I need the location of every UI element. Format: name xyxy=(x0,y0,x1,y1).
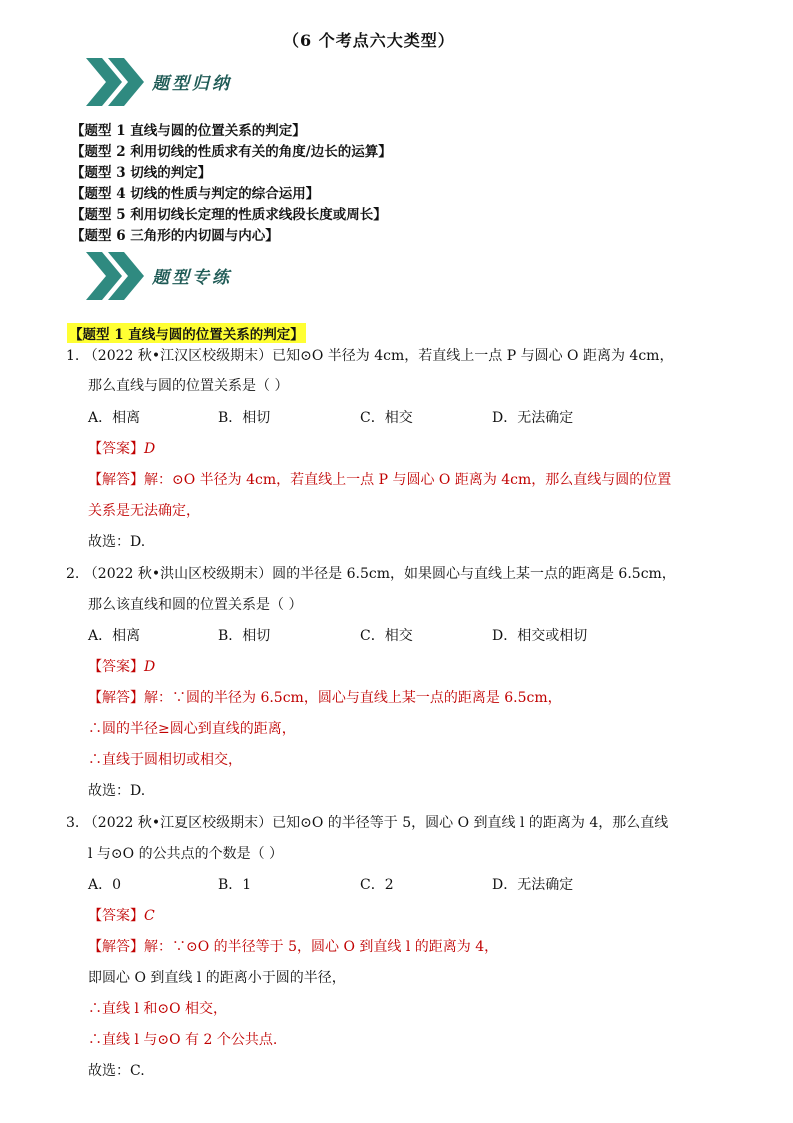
section-banner-summary xyxy=(84,56,284,108)
question-3-stem-cont: l 与⊙O 的公共点的个数是（ ） xyxy=(88,846,284,862)
solution-text: 即圆心 O 到直线 l 的距离小于圆的半径， xyxy=(88,970,346,986)
option-a: A．相离 xyxy=(88,628,141,644)
double-chevron-icon xyxy=(84,250,144,302)
question-2-stem: 2. （2022 秋•洪山区校级期末）圆的半径是 6.5cm，如果圆心与直线上某一点的距离是 6.5cm， xyxy=(66,566,676,582)
option-c: C．相交 xyxy=(360,628,413,644)
option-a: A．相离 xyxy=(88,410,141,426)
solution-label: 【解答】 xyxy=(88,939,144,955)
answer-line xyxy=(88,438,155,458)
section-banner-practice xyxy=(84,250,284,302)
answer-value: D xyxy=(144,659,156,675)
solution-text: ∴直线于圆相切或相交， xyxy=(88,752,242,768)
topic-item: 【题型 5 利用切线长定理的性质求线段长度或周长】 xyxy=(71,207,387,223)
solution-text: 解：⊙O 半径为 4cm，若直线上一点 P 与圆心 O 距离为 4cm，那么直线与圆的位置 xyxy=(144,472,672,488)
topic-item: 【题型 1 直线与圆的位置关系的判定】 xyxy=(71,123,306,139)
solution-text: 故选：D. xyxy=(88,783,146,799)
option-b: B．相切 xyxy=(218,410,271,426)
answer-label: 【答案】 xyxy=(88,659,144,675)
option-c: C．2 xyxy=(360,877,394,893)
solution-text: ∴直线 l 和⊙O 相交， xyxy=(88,1001,228,1017)
solution-text: 解：∵圆的半径为 6.5cm，圆心与直线上某一点的距离是 6.5cm， xyxy=(144,690,562,706)
section-heading: 【题型 1 直线与圆的位置关系的判定】 xyxy=(67,323,306,343)
banner-title: 题型归纳 xyxy=(152,74,232,94)
topic-item: 【题型 4 切线的性质与判定的综合运用】 xyxy=(71,186,320,202)
banner-title: 题型专练 xyxy=(152,268,232,288)
topic-item: 【题型 6 三角形的内切圆与内心】 xyxy=(71,228,279,244)
question-3-stem: 3. （2022 秋•江夏区校级期末）已知⊙O 的半径等于 5，圆心 O 到直线 l 的距离为 4，那么直线 xyxy=(66,815,669,831)
topic-item: 【题型 3 切线的判定】 xyxy=(71,165,212,181)
question-1-stem: 1. （2022 秋•江汉区校级期末）已知⊙O 半径为 4cm，若直线上一点 P 与圆心 O 距离为 4cm， xyxy=(66,348,674,364)
answer-value: D xyxy=(144,441,156,457)
answer-label: 【答案】 xyxy=(88,441,144,457)
solution-text: ∴直线 l 与⊙O 有 2 个公共点. xyxy=(88,1032,278,1048)
solution-text: 故选：C. xyxy=(88,1063,145,1079)
topic-item: 【题型 2 利用切线的性质求有关的角度/边长的运算】 xyxy=(71,144,392,160)
answer-line xyxy=(88,905,155,925)
answer-label: 【答案】 xyxy=(88,908,144,924)
option-d: D．无法确定 xyxy=(492,877,574,893)
question-1-stem-cont: 那么直线与圆的位置关系是（ ） xyxy=(88,378,289,394)
solution-text: 关系是无法确定， xyxy=(88,503,200,519)
topic-list xyxy=(71,121,392,247)
solution-line xyxy=(88,687,562,707)
option-b: B．相切 xyxy=(218,628,271,644)
solution-text: ∴圆的半径≥圆心到直线的距离， xyxy=(88,721,296,737)
solution-text: 解：∵⊙O 的半径等于 5，圆心 O 到直线 l 的距离为 4， xyxy=(144,939,499,955)
solution-line xyxy=(88,936,498,956)
option-d: D．无法确定 xyxy=(492,410,574,426)
question-2-stem-cont: 那么该直线和圆的位置关系是（ ） xyxy=(88,597,303,613)
document-subtitle: （6 个考点六大类型） xyxy=(283,31,455,50)
answer-value: C xyxy=(144,908,155,924)
solution-text: 故选：D. xyxy=(88,534,146,550)
answer-line xyxy=(88,656,155,676)
option-c: C．相交 xyxy=(360,410,413,426)
option-d: D．相交或相切 xyxy=(492,628,588,644)
solution-label: 【解答】 xyxy=(88,690,144,706)
double-chevron-icon xyxy=(84,56,144,108)
solution-line xyxy=(88,469,671,489)
option-a: A．0 xyxy=(88,877,122,893)
solution-label: 【解答】 xyxy=(88,472,144,488)
option-b: B．1 xyxy=(218,877,252,893)
